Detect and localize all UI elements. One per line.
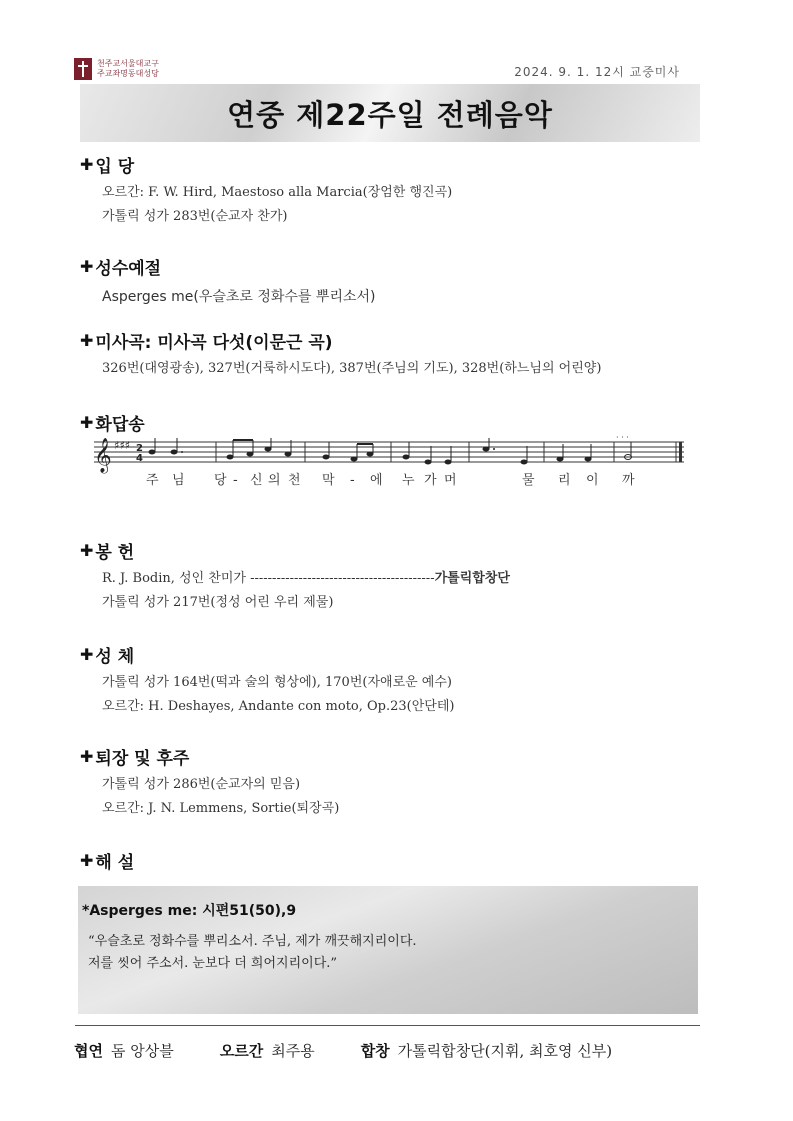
cross-icon: ✚: [80, 541, 94, 560]
cross-icon: ✚: [80, 747, 94, 766]
choir-label: 합창: [360, 1042, 390, 1060]
lyric-syllable: 이: [586, 473, 599, 488]
section-title: 입 당: [95, 157, 135, 177]
lyric-syllable: 가: [424, 473, 437, 488]
cross-icon: ✚: [80, 645, 94, 664]
parish-logo: [74, 58, 159, 80]
lyric-syllable: 에: [370, 473, 383, 488]
commentary-box: [78, 886, 698, 1014]
offertory-line-2: 가톨릭 성가 217번(정성 어린 우리 제물): [102, 595, 334, 610]
cross-icon: ✚: [80, 413, 94, 432]
section-mass: [80, 328, 601, 381]
svg-text:♯♯♯: ♯♯♯: [114, 439, 130, 452]
lyric-syllable: 천: [288, 473, 301, 488]
lyric-syllable: -: [350, 473, 355, 488]
svg-text:· · ·: · · ·: [616, 433, 629, 442]
offertory-piece: R. J. Bodin, 성인 찬미가: [102, 571, 246, 586]
section-title: 퇴장 및 후주: [95, 749, 190, 769]
lyric-syllable: 의: [268, 473, 281, 488]
svg-text:2: 2: [136, 443, 143, 454]
dash-leader: ------------------------------------------: [250, 571, 435, 586]
recessional-line-2: 오르간: J. N. Lemmens, Sortie(퇴장곡): [102, 801, 340, 816]
entrance-line-2: 가톨릭 성가 283번(순교자 찬가): [102, 209, 288, 224]
lyric-syllable: 리: [558, 473, 571, 488]
credits-footer: [74, 1040, 704, 1061]
section-title: 해 설: [95, 853, 135, 873]
section-entrance: [80, 152, 452, 229]
section-commentary: [80, 848, 134, 873]
cross-icon: ✚: [80, 155, 94, 174]
section-asperges: [80, 254, 376, 309]
asperges-line: Asperges me(우슬초로 정화수를 뿌리소서): [102, 289, 376, 305]
cross-icon: ✚: [80, 331, 94, 350]
parish-name-line1: 천주교서울대교구: [97, 59, 159, 68]
mass-date: 2024. 9. 1. 12시 교중미사: [514, 65, 680, 79]
lyric-syllable: 신: [250, 473, 263, 488]
commentary-title: *Asperges me: 시편51(50),9: [82, 903, 297, 919]
lyric-syllable: 주: [146, 473, 159, 488]
entrance-line-1: 오르간: F. W. Hird, Maestoso alla Marcia(장엄한 행진곡): [102, 185, 453, 200]
psalm-music-staff: [94, 433, 686, 490]
lyric-syllable: 막: [322, 473, 335, 488]
lyric-syllable: -: [233, 473, 238, 488]
treble-clef-icon: 𝄞: [94, 438, 112, 473]
recessional-line-1: 가톨릭 성가 286번(순교자의 믿음): [102, 777, 301, 792]
section-offertory: [80, 538, 510, 615]
section-title: 화답송: [95, 415, 145, 435]
organ-label: 오르간: [219, 1042, 264, 1060]
cross-icon: ✚: [80, 851, 94, 870]
footer-divider: [75, 1025, 700, 1026]
ensemble-label: 협연: [74, 1042, 103, 1060]
section-title: 성수예절: [95, 259, 162, 279]
section-psalm: [80, 410, 145, 435]
communion-line-1: 가톨릭 성가 164번(떡과 술의 형상에), 170번(자애로운 예수): [102, 675, 452, 690]
section-recessional: [80, 744, 339, 821]
parish-name-line2: 주교좌명동대성당: [97, 69, 159, 78]
commentary-line-1: “우슬초로 정화수를 뿌리소서. 주님, 제가 깨끗해지리이다.: [88, 934, 417, 949]
lyric-syllable: 님: [172, 473, 185, 488]
page-title: 연중 제22주일 전례음악: [227, 97, 553, 132]
lyric-syllable: 당: [214, 473, 227, 488]
lyric-syllable: 머: [444, 473, 457, 488]
title-banner: [80, 84, 700, 142]
section-title: 봉 헌: [95, 543, 135, 563]
section-title: 미사곡: 미사곡 다섯(이문근 곡): [95, 333, 333, 353]
communion-line-2: 오르간: H. Deshayes, Andante con moto, Op.23(안단테): [102, 699, 455, 714]
offertory-choir: 가톨릭합창단: [434, 571, 510, 586]
lyric-syllable: 물: [522, 473, 535, 488]
cross-icon: ✚: [80, 257, 94, 276]
commentary-line-2: 저를 씻어 주소서. 눈보다 더 희어지리이다.”: [88, 956, 338, 971]
cross-emblem-icon: [74, 58, 92, 80]
section-title: 성 체: [95, 647, 135, 667]
ensemble-name: 돔 앙상블: [110, 1042, 174, 1060]
choir-name: 가톨릭합창단(지휘, 최호영 신부): [397, 1042, 613, 1060]
lyric-syllable: 까: [622, 473, 635, 488]
organist-name: 최주용: [271, 1042, 315, 1060]
section-communion: [80, 642, 454, 719]
mass-line: 326번(대영광송), 327번(거룩하시도다), 387번(주님의 기도), 328번(하느님의 어린양): [102, 361, 602, 376]
lyric-syllable: 누: [402, 473, 415, 488]
offertory-line-1: [102, 567, 510, 591]
svg-text:4: 4: [136, 453, 143, 464]
